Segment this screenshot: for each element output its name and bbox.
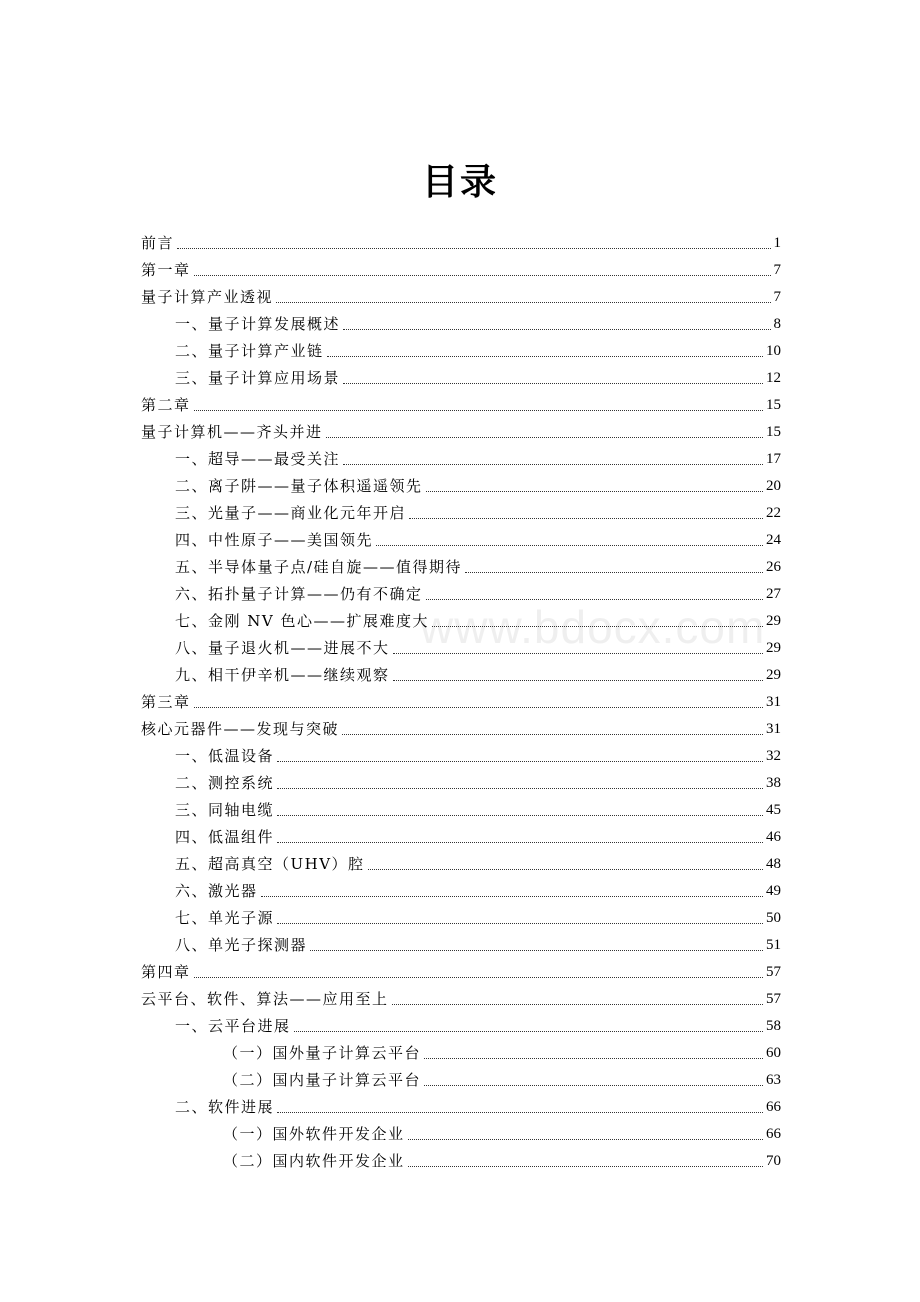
toc-entry[interactable]: [141, 577, 781, 604]
toc-entry[interactable]: [141, 766, 781, 793]
toc-entry-page-number: 31: [766, 694, 781, 710]
toc-entry[interactable]: [141, 334, 781, 361]
toc-entry-label: 四、低温组件: [175, 828, 275, 846]
toc-entry[interactable]: [141, 550, 781, 577]
toc-entry[interactable]: [141, 604, 781, 631]
toc-entry-label: 二、测控系统: [175, 774, 275, 792]
dot-leader: [465, 572, 763, 573]
dot-leader: [277, 788, 763, 789]
toc-entry-label: 第三章: [141, 693, 191, 711]
dot-leader: [277, 815, 763, 816]
toc-entry[interactable]: [141, 361, 781, 388]
toc-entry-page-number: 49: [766, 883, 781, 899]
page-title: 目录: [421, 162, 498, 203]
toc-entry[interactable]: [141, 1063, 781, 1090]
toc-entry-page-number: 8: [773, 316, 781, 332]
dot-leader: [277, 761, 763, 762]
toc-entry-label: （一）国外量子计算云平台: [223, 1044, 422, 1062]
dot-leader: [409, 518, 763, 519]
toc-entry-page-number: 48: [766, 856, 781, 872]
toc-entry-label: 七、金刚 NV 色心——扩展难度大: [175, 612, 429, 630]
toc-entry-page-number: 29: [766, 640, 781, 656]
toc-entry[interactable]: [141, 685, 781, 712]
toc-entry-page-number: 63: [766, 1072, 781, 1088]
toc-entry[interactable]: [141, 253, 781, 280]
toc-entry-page-number: 10: [766, 343, 781, 359]
toc-entry-page-number: 60: [766, 1045, 781, 1061]
dot-leader: [277, 1112, 763, 1113]
dot-leader: [277, 842, 763, 843]
table-of-contents: [141, 226, 781, 1171]
toc-entry-page-number: 15: [766, 424, 781, 440]
toc-entry[interactable]: [141, 523, 781, 550]
toc-entry-label: 四、中性原子——美国领先: [175, 531, 374, 549]
toc-entry-label: 三、同轴电缆: [175, 801, 275, 819]
toc-entry-label: （二）国内量子计算云平台: [223, 1071, 422, 1089]
dot-leader: [342, 734, 763, 735]
toc-entry[interactable]: [141, 928, 781, 955]
dot-leader: [327, 356, 763, 357]
toc-entry[interactable]: [141, 496, 781, 523]
toc-entry-label: 六、拓扑量子计算——仍有不确定: [175, 585, 423, 603]
toc-entry-label: （一）国外软件开发企业: [223, 1125, 405, 1143]
toc-entry-label: 一、低温设备: [175, 747, 275, 765]
toc-entry[interactable]: [141, 415, 781, 442]
toc-entry-page-number: 26: [766, 559, 781, 575]
toc-entry-label: 九、相干伊辛机——继续观察: [175, 666, 390, 684]
toc-entry-label: 量子计算产业透视: [141, 288, 274, 306]
toc-entry[interactable]: [141, 1036, 781, 1063]
dot-leader: [368, 869, 763, 870]
toc-entry-page-number: 58: [766, 1018, 781, 1034]
toc-entry-page-number: 32: [766, 748, 781, 764]
toc-entry-label: 第二章: [141, 396, 191, 414]
dot-leader: [408, 1139, 763, 1140]
dot-leader: [426, 491, 763, 492]
toc-entry-page-number: 1: [773, 235, 781, 251]
toc-entry[interactable]: [141, 874, 781, 901]
toc-entry[interactable]: [141, 226, 781, 253]
toc-entry-page-number: 45: [766, 802, 781, 818]
toc-entry[interactable]: [141, 847, 781, 874]
dot-leader: [376, 545, 763, 546]
toc-entry[interactable]: [141, 442, 781, 469]
toc-entry-page-number: 57: [766, 991, 781, 1007]
toc-entry-label: 二、离子阱——量子体积遥遥领先: [175, 477, 423, 495]
toc-entry-page-number: 17: [766, 451, 781, 467]
dot-leader: [393, 680, 763, 681]
toc-entry[interactable]: [141, 820, 781, 847]
toc-entry-page-number: 70: [766, 1153, 781, 1169]
toc-entry-label: 二、软件进展: [175, 1098, 275, 1116]
toc-entry-page-number: 50: [766, 910, 781, 926]
toc-entry-label: 五、超高真空（UHV）腔: [175, 855, 365, 873]
toc-entry-label: 五、半导体量子点/硅自旋——值得期待: [175, 558, 463, 576]
toc-entry-page-number: 15: [766, 397, 781, 413]
toc-entry-label: （二）国内软件开发企业: [223, 1152, 405, 1170]
dot-leader: [343, 329, 770, 330]
toc-entry[interactable]: [141, 658, 781, 685]
dot-leader: [392, 1004, 763, 1005]
toc-entry[interactable]: [141, 280, 781, 307]
dot-leader: [426, 599, 763, 600]
dot-leader: [432, 626, 763, 627]
watermark: www.bdocx.com: [420, 601, 766, 653]
toc-entry-label: 前言: [141, 234, 175, 252]
toc-entry-page-number: 12: [766, 370, 781, 386]
dot-leader: [326, 437, 763, 438]
toc-entry-label: 六、激光器: [175, 882, 258, 900]
toc-entry[interactable]: [141, 469, 781, 496]
toc-entry[interactable]: [141, 1090, 781, 1117]
toc-entry[interactable]: [141, 388, 781, 415]
toc-entry[interactable]: [141, 1009, 781, 1036]
toc-entry-page-number: 29: [766, 667, 781, 683]
toc-entry[interactable]: [141, 1117, 781, 1144]
toc-entry-label: 一、量子计算发展概述: [175, 315, 341, 333]
toc-entry-page-number: 29: [766, 613, 781, 629]
toc-entry-page-number: 66: [766, 1099, 781, 1115]
dot-leader: [194, 410, 763, 411]
toc-entry[interactable]: [141, 955, 781, 982]
dot-leader: [194, 977, 763, 978]
dot-leader: [343, 464, 763, 465]
toc-entry-page-number: 31: [766, 721, 781, 737]
toc-entry-label: 一、云平台进展: [175, 1017, 291, 1035]
toc-entry-label: 一、超导——最受关注: [175, 450, 341, 468]
dot-leader: [424, 1085, 763, 1086]
dot-leader: [177, 248, 770, 249]
toc-entry-label: 核心元器件——发现与突破: [141, 720, 340, 738]
dot-leader: [194, 275, 771, 276]
toc-entry-page-number: 66: [766, 1126, 781, 1142]
toc-entry[interactable]: [141, 739, 781, 766]
toc-entry[interactable]: [141, 1144, 781, 1171]
toc-entry-label: 八、单光子探测器: [175, 936, 308, 954]
toc-entry[interactable]: [141, 982, 781, 1009]
dot-leader: [424, 1058, 763, 1059]
toc-entry-page-number: 22: [766, 505, 781, 521]
toc-entry-label: 八、量子退火机——进展不大: [175, 639, 390, 657]
toc-entry-page-number: 7: [773, 289, 781, 305]
dot-leader: [276, 302, 770, 303]
dot-leader: [261, 896, 763, 897]
toc-entry-page-number: 20: [766, 478, 781, 494]
dot-leader: [408, 1166, 763, 1167]
toc-entry-page-number: 46: [766, 829, 781, 845]
dot-leader: [393, 653, 763, 654]
toc-entry-label: 第四章: [141, 963, 191, 981]
toc-entry[interactable]: [141, 793, 781, 820]
toc-entry-label: 三、量子计算应用场景: [175, 369, 341, 387]
toc-entry-label: 二、量子计算产业链: [175, 342, 324, 360]
dot-leader: [294, 1031, 763, 1032]
toc-entry-label: 云平台、软件、算法——应用至上: [141, 990, 389, 1008]
toc-entry-label: 第一章: [141, 261, 191, 279]
toc-entry[interactable]: [141, 307, 781, 334]
toc-entry-page-number: 24: [766, 532, 781, 548]
toc-entry-page-number: 7: [773, 262, 781, 278]
dot-leader: [194, 707, 763, 708]
toc-entry-page-number: 51: [766, 937, 781, 953]
toc-entry-page-number: 38: [766, 775, 781, 791]
toc-entry[interactable]: [141, 901, 781, 928]
toc-entry-label: 七、单光子源: [175, 909, 275, 927]
dot-leader: [310, 950, 763, 951]
toc-entry-page-number: 27: [766, 586, 781, 602]
toc-entry-page-number: 57: [766, 964, 781, 980]
dot-leader: [343, 383, 763, 384]
dot-leader: [277, 923, 763, 924]
toc-entry-label: 量子计算机——齐头并进: [141, 423, 323, 441]
toc-entry[interactable]: [141, 712, 781, 739]
toc-entry-label: 三、光量子——商业化元年开启: [175, 504, 407, 522]
toc-entry[interactable]: [141, 631, 781, 658]
